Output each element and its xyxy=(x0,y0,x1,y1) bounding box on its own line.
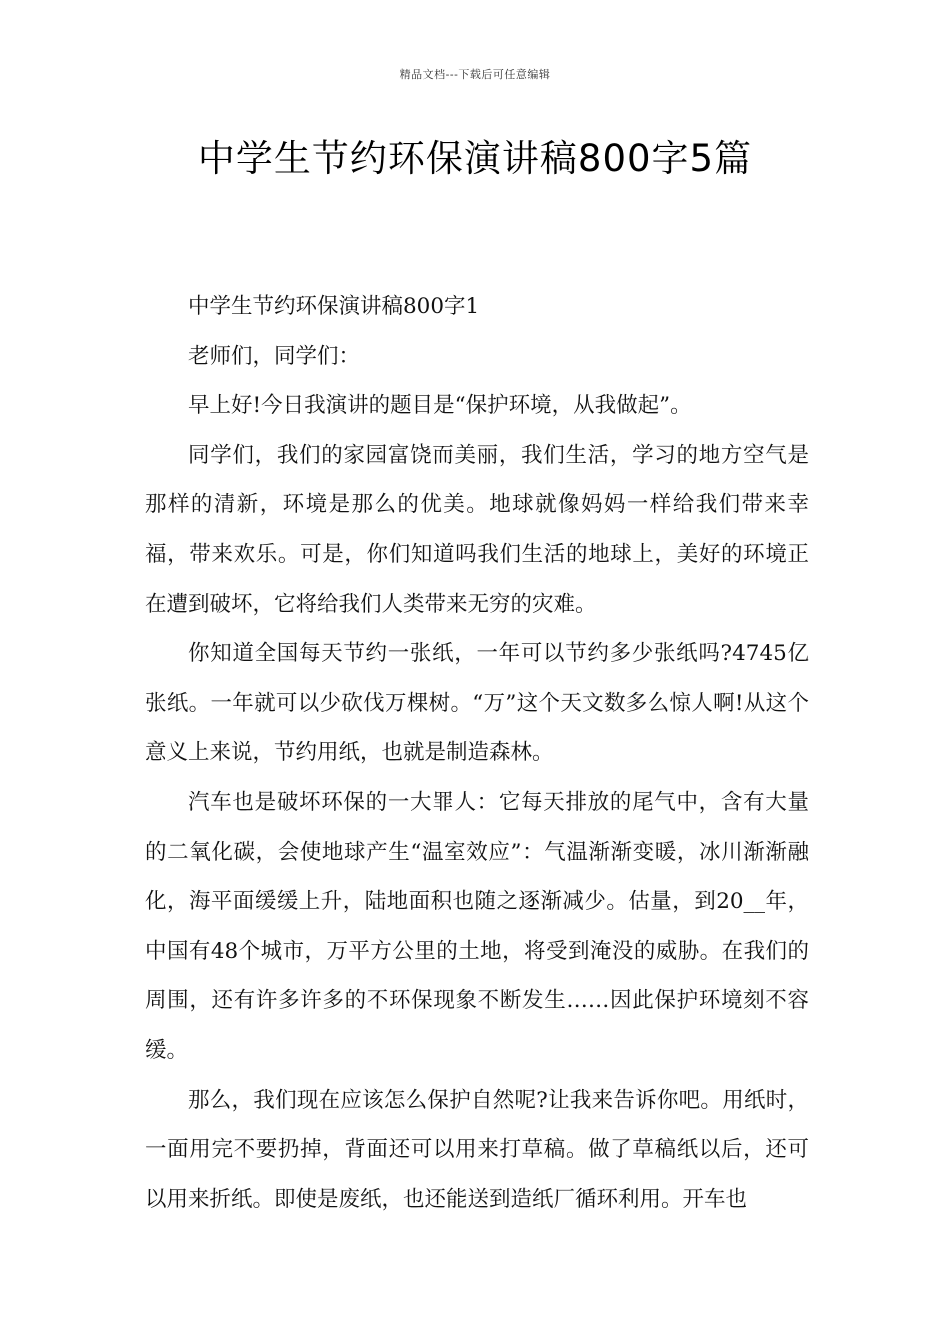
paragraph: 那么，我们现在应该怎么保护自然呢?让我来告诉你吧。用纸时，一面用完不要扔掉，背面还可以用来打草稿。做了草稿纸以后，还可以用来折纸。即使是废纸，也还能送到造纸厂循环利用。开车也 xyxy=(145,1087,809,1212)
paragraph: 你知道全国每天节约一张纸，一年可以节约多少张纸吗?4745亿张纸。一年就可以少砍伐万棵树。“万”这个天文数多么惊人啊!从这个意义上来说，节约用纸，也就是制造森林。 xyxy=(145,641,809,766)
document-title: 中学生节约环保演讲稿800字5篇 xyxy=(197,137,753,180)
salutation: 老师们，同学们： xyxy=(188,343,361,369)
section-heading: 中学生节约环保演讲稿800字1 xyxy=(188,294,480,319)
header-note: 精品文档---下载后可任意编辑 xyxy=(399,68,551,81)
document-body xyxy=(145,282,809,1224)
paragraph: 汽车也是破坏环保的一大罪人：它每天排放的尾气中，含有大量的二氧化碳，会使地球产生“温室效应”：气温渐渐变暖，冰川渐渐融化，海平面缓缓上升，陆地面积也随之逐渐减少。估量，到20__年，中国有48个城市，万平方公里的土地，将受到淹没的威胁。在我们的周围，还有许多许多的不环保现象不断发生……因此保护环境刻不容缓。 xyxy=(145,789,809,1063)
paragraph: 早上好!今日我演讲的题目是“保护环境，从我做起”。 xyxy=(188,393,692,419)
paragraph: 同学们，我们的家园富饶而美丽，我们生活，学习的地方空气是那样的清新，环境是那么的优美。地球就像妈妈一样给我们带来幸福，带来欢乐。可是，你们知道吗我们生活的地球上，美好的环境正在遭到破坏，它将给我们人类带来无穷的灾难。 xyxy=(145,442,809,617)
